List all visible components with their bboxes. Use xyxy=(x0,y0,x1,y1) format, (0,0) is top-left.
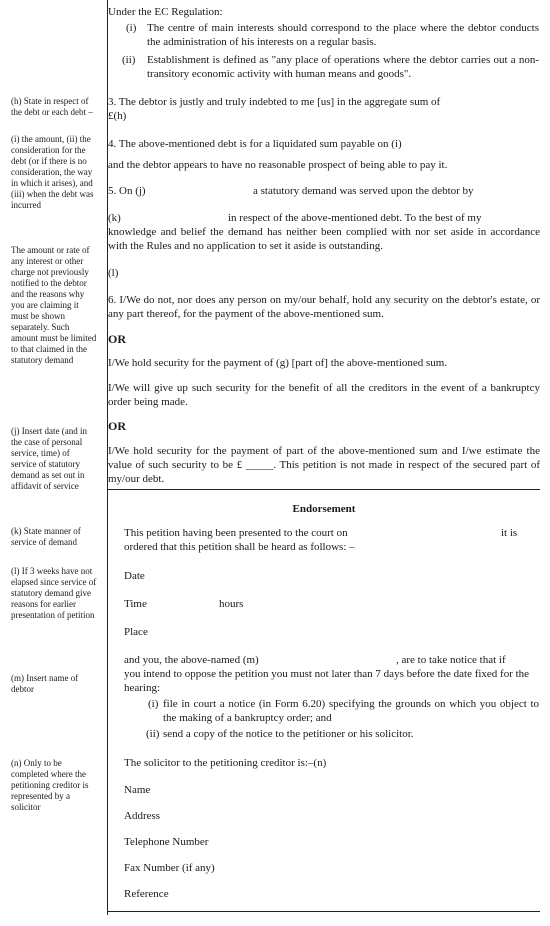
solicitor-telephone-label: Telephone Number xyxy=(124,836,209,848)
step-2-text: send a copy of the notice to the petitioner or his solicitor. xyxy=(163,728,414,740)
notice-continuation: you intend to oppose the petition you must not later than 7 days before the date fixed for the hearing: xyxy=(124,668,530,694)
paragraph-5-k-text: in respect of the above-mentioned debt. To the best of my xyxy=(228,212,482,224)
solicitor-reference-label: Reference xyxy=(124,888,169,900)
paragraph-6: 6. I/We do not, nor does any person on my/our behalf, hold any security on the debtor's estate, or any part thereof, for the payment of the above-mentioned sum. xyxy=(108,294,540,320)
paragraph-3: 3. The debtor is justly and truly indebted to me [us] in the aggregate sum of xyxy=(108,96,441,108)
ec-item-1-text: The centre of main interests should correspond to the place where the debtor conducts the administration of his interests on a regular basis. xyxy=(147,22,539,48)
hearing-place-label: Place xyxy=(124,626,148,638)
ec-item-2-number: (ii) xyxy=(122,54,136,66)
hearing-date-label: Date xyxy=(124,570,145,582)
paragraph-6-security: I/We hold security for the payment of (g) [part of] the above-mentioned sum. xyxy=(108,357,448,369)
solicitor-fax-label: Fax Number (if any) xyxy=(124,862,215,874)
notice-to-debtor-end: , are to take notice that if xyxy=(396,654,506,666)
margin-note-j: (j) Insert date (and in the case of personal service, time) of service of statutory demand as set out in affidavit of service xyxy=(11,426,87,491)
endorsement-intro: This petition having been presented to the court on xyxy=(124,527,348,539)
margin-note-k: (k) State manner of service of demand xyxy=(11,526,81,547)
paragraph-5-k: (k) xyxy=(108,212,121,224)
margin-note-h: (h) State in respect of the debt or each debt – xyxy=(11,96,93,117)
bottom-rule xyxy=(108,911,540,912)
ec-item-2-text: Establishment is defined as "any place of operations where the debtor carries out a non-transitory economic activity with human means and goods". xyxy=(147,54,539,80)
step-1-number: (i) xyxy=(148,698,159,710)
margin-note-interest: The amount or rate of any interest or other charge not previously notified to the debtor and the reasons why you are claiming it must be shown separately. Such amount must be limited to that claimed in the statutory demand xyxy=(11,245,97,365)
or-heading-2: OR xyxy=(108,419,126,433)
step-2-number: (ii) xyxy=(146,728,160,740)
ec-heading: Under the EC Regulation: xyxy=(108,6,223,18)
solicitor-heading: The solicitor to the petitioning creditor is:–(n) xyxy=(124,757,327,769)
solicitor-name-label: Name xyxy=(124,784,151,796)
endorsement-rule xyxy=(108,489,540,490)
endorsement-intro-continuation: ordered that this petition shall be heard as follows: – xyxy=(124,541,355,553)
paragraph-4: 4. The above-mentioned debt is for a liquidated sum payable on (i) xyxy=(108,138,402,150)
margin-note-i: (i) the amount, (ii) the consideration for the debt (or if there is no consideration, the way in which it arises), and (iii) when the debt was incurred xyxy=(11,134,94,210)
or-heading-1: OR xyxy=(108,332,126,346)
hearing-time-label: Time xyxy=(124,598,147,610)
margin-note-m: (m) Insert name of debtor xyxy=(11,673,79,694)
paragraph-5-date: 5. On (j) xyxy=(108,185,146,197)
paragraph-5-l: (l) xyxy=(108,267,119,279)
ec-item-1-number: (i) xyxy=(126,22,137,34)
step-1-text: file in court a notice (in Form 6.20) specifying the grounds on which you object to the making of a bankruptcy order; and xyxy=(163,698,539,724)
paragraph-4-continuation: and the debtor appears to have no reasonable prospect of being able to pay it. xyxy=(108,159,448,171)
endorsement-title: Endorsement xyxy=(292,503,356,515)
notice-to-debtor: and you, the above-named (m) xyxy=(124,654,259,666)
paragraph-5-continuation: knowledge and belief the demand has neither been complied with nor set aside in accordance with the Rules and no application to set it aside is outstanding. xyxy=(108,226,540,252)
solicitor-address-label: Address xyxy=(124,810,161,822)
paragraph-5-demand: a statutory demand was served upon the debtor by xyxy=(253,185,474,197)
margin-note-n: (n) Only to be completed where the petitioning creditor is represented by a solicitor xyxy=(11,758,89,812)
margin-note-l: (l) If 3 weeks have not elapsed since service of statutory demand give reasons for earlier presentation of petition xyxy=(11,566,97,620)
paragraph-6-give-up: I/We will give up such security for the benefit of all the creditors in the event of a bankruptcy order being made. xyxy=(108,382,540,408)
debt-amount-field: £(h) xyxy=(108,110,127,122)
paragraph-6-value: I/We hold security for the payment of part of the above-mentioned sum and I/we estimate the value of such security to be £ _____. This petition is not made in respect of the secured part of my/our debt. xyxy=(108,445,540,485)
endorsement-intro-end: it is xyxy=(501,527,518,539)
hearing-hours-label: hours xyxy=(219,598,244,610)
